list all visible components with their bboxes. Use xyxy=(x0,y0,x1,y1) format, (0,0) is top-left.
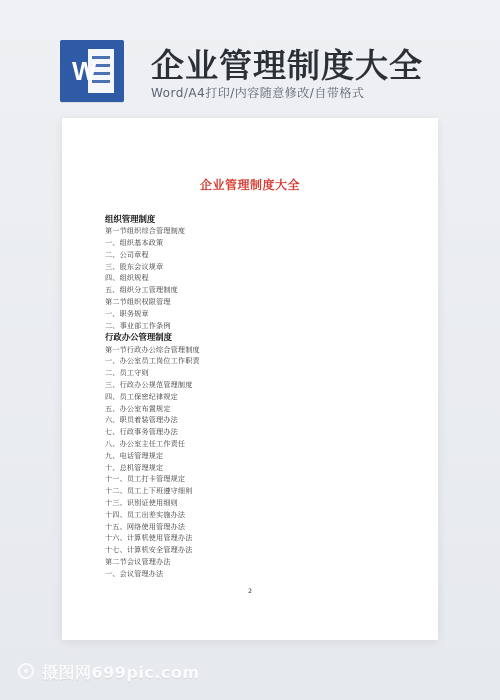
word-letter: W xyxy=(72,56,96,86)
page-title: 企业管理制度大全 xyxy=(151,46,423,85)
document-line: 五、组织分工管理制度 xyxy=(105,285,178,295)
page-subtitle: Word/A4打印/内容随意修改/自带格式 xyxy=(151,86,365,100)
document-line: 九、电话管理规定 xyxy=(105,450,164,460)
document-line: 第二节会议管理办法 xyxy=(105,556,171,566)
word-document-icon xyxy=(60,40,124,102)
document-line: 五、办公室布置规定 xyxy=(105,403,171,413)
document-line: 十二、员工上下班遵守细则 xyxy=(105,486,193,496)
section-heading: 组织管理制度 xyxy=(105,214,156,224)
document-line: 一、会议管理办法 xyxy=(105,568,164,578)
section-heading: 行政办公管理制度 xyxy=(105,332,172,343)
camera-watermark-icon xyxy=(18,663,34,679)
document-line: 十四、员工出差实施办法 xyxy=(105,509,186,519)
document-line: 第二节组织权限管理 xyxy=(105,296,171,306)
document-line: 四、组织规程 xyxy=(105,273,149,283)
document-line: 十三、识别证使用细则 xyxy=(105,497,178,507)
document-line: 十六、计算机使用管理办法 xyxy=(105,533,193,543)
document-line: 二、员工守则 xyxy=(105,368,149,378)
document-line: 第一节组织综合管理制度 xyxy=(105,226,186,236)
document-line: 十七、计算机安全管理办法 xyxy=(105,545,193,555)
watermark-text: 摄图网699pic.com xyxy=(42,662,200,682)
document-page xyxy=(62,118,438,640)
document-line: 二、公司章程 xyxy=(105,249,149,259)
document-line: 十、总机管理规定 xyxy=(105,462,164,472)
document-line: 一、办公室员工岗位工作职责 xyxy=(105,356,200,366)
document-line: 十一、员工打卡管理规定 xyxy=(105,474,186,484)
document-line: 一、组织基本政策 xyxy=(105,238,164,247)
document-line: 六、职员着装管理办法 xyxy=(105,415,178,425)
document-content xyxy=(105,213,405,580)
document-line: 三、行政办公规范管理制度 xyxy=(105,379,193,389)
watermark xyxy=(18,656,200,686)
page-number: 2 xyxy=(248,588,252,595)
document-line: 七、行政事务管理办法 xyxy=(105,427,178,437)
document-line: 八、办公室主任工作责任 xyxy=(105,438,186,448)
document-line: 第一节行政办公综合管理制度 xyxy=(105,344,200,354)
document-line: 一、职务规章 xyxy=(105,308,149,318)
document-line: 四、员工保密纪律规定 xyxy=(105,391,178,401)
header xyxy=(0,0,500,110)
document-line: 二、事业部工作条例 xyxy=(105,320,171,330)
document-line: 十五、网络使用管理办法 xyxy=(105,521,186,531)
document-line: 三、股东会议规章 xyxy=(105,261,164,271)
document-title: 企业管理制度大全 xyxy=(199,178,300,192)
